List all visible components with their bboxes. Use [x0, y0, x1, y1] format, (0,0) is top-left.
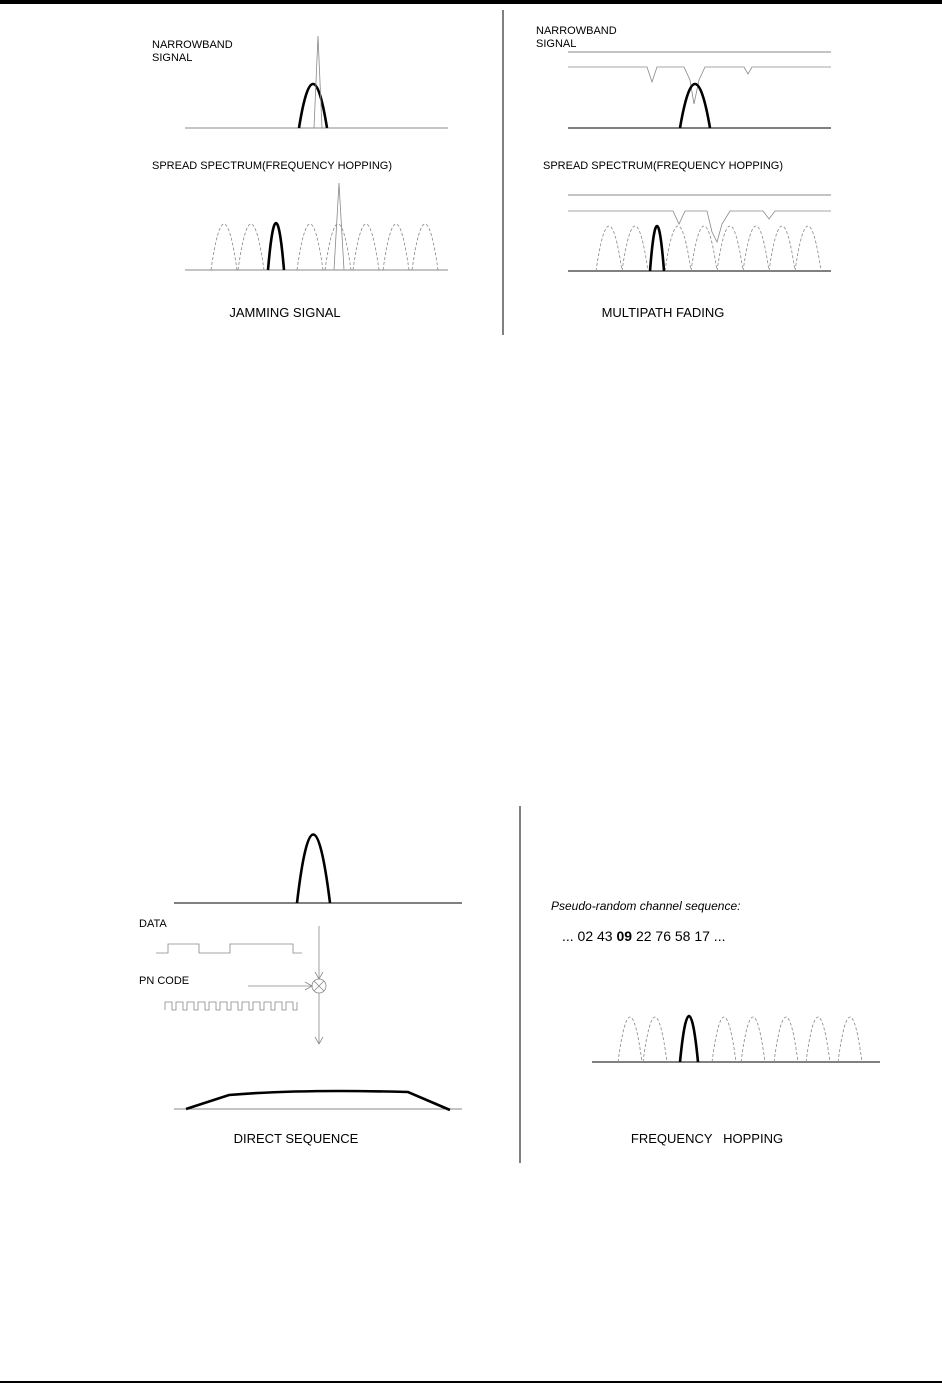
- sequence-prefix: ... 02 43: [562, 928, 613, 944]
- multipath-narrowband-label-line2: SIGNAL: [536, 38, 577, 50]
- ds-narrowband-signal: [297, 835, 330, 904]
- pn-code-waveform: [165, 1002, 297, 1010]
- multipath-spread-label: SPREAD SPECTRUM(FREQUENCY HOPPING): [543, 160, 783, 172]
- multiplier-icon: [312, 979, 326, 993]
- fh-caption: FREQUENCY HOPPING: [630, 1131, 784, 1146]
- jamming-spike: [314, 36, 322, 128]
- sequence-active-channel: 09: [616, 928, 633, 944]
- ds-pn-label: PN CODE: [139, 975, 190, 987]
- jamming-spread-label: SPREAD SPECTRUM(FREQUENCY HOPPING): [152, 160, 392, 172]
- active-hop-channel: [680, 1016, 698, 1062]
- active-hop-channel: [268, 223, 284, 270]
- jamming-narrowband-label-line2: SIGNAL: [152, 52, 193, 64]
- narrowband-signal-peak: [299, 84, 327, 128]
- multipath-narrowband-plot: [536, 25, 831, 128]
- jamming-spike: [334, 183, 344, 270]
- jamming-caption: JAMMING SIGNAL: [229, 305, 341, 320]
- channel-sequence: [562, 928, 725, 944]
- jamming-narrowband-label-line1: NARROWBAND: [152, 39, 233, 51]
- multipath-caption: MULTIPATH FADING: [601, 305, 725, 320]
- channel-sequence-title: Pseudo-random channel sequence:: [551, 899, 741, 913]
- sequence-suffix: 22 76 58 17 ...: [635, 928, 726, 944]
- multipath-spread-plot: [543, 160, 831, 271]
- multipath-fading-envelope: [568, 67, 831, 104]
- ds-spread-spectrum: [186, 1091, 450, 1110]
- narrowband-signal-peak: [680, 84, 710, 128]
- frequency-hopping-diagram: [551, 899, 880, 1062]
- active-hop-channel: [650, 226, 664, 271]
- direct-sequence-diagram: [139, 835, 462, 1111]
- hopping-channel-lobes: [596, 226, 821, 271]
- data-waveform: [156, 944, 302, 953]
- multipath-narrowband-label-line1: NARROWBAND: [536, 25, 617, 37]
- jamming-spread-plot: [152, 160, 448, 270]
- jamming-narrowband-plot: [152, 36, 448, 128]
- hopping-channel-lobes: [618, 1017, 862, 1062]
- ds-data-label: DATA: [139, 918, 167, 930]
- hopping-channel-lobes: [211, 224, 438, 270]
- ds-caption: DIRECT SEQUENCE: [233, 1131, 359, 1146]
